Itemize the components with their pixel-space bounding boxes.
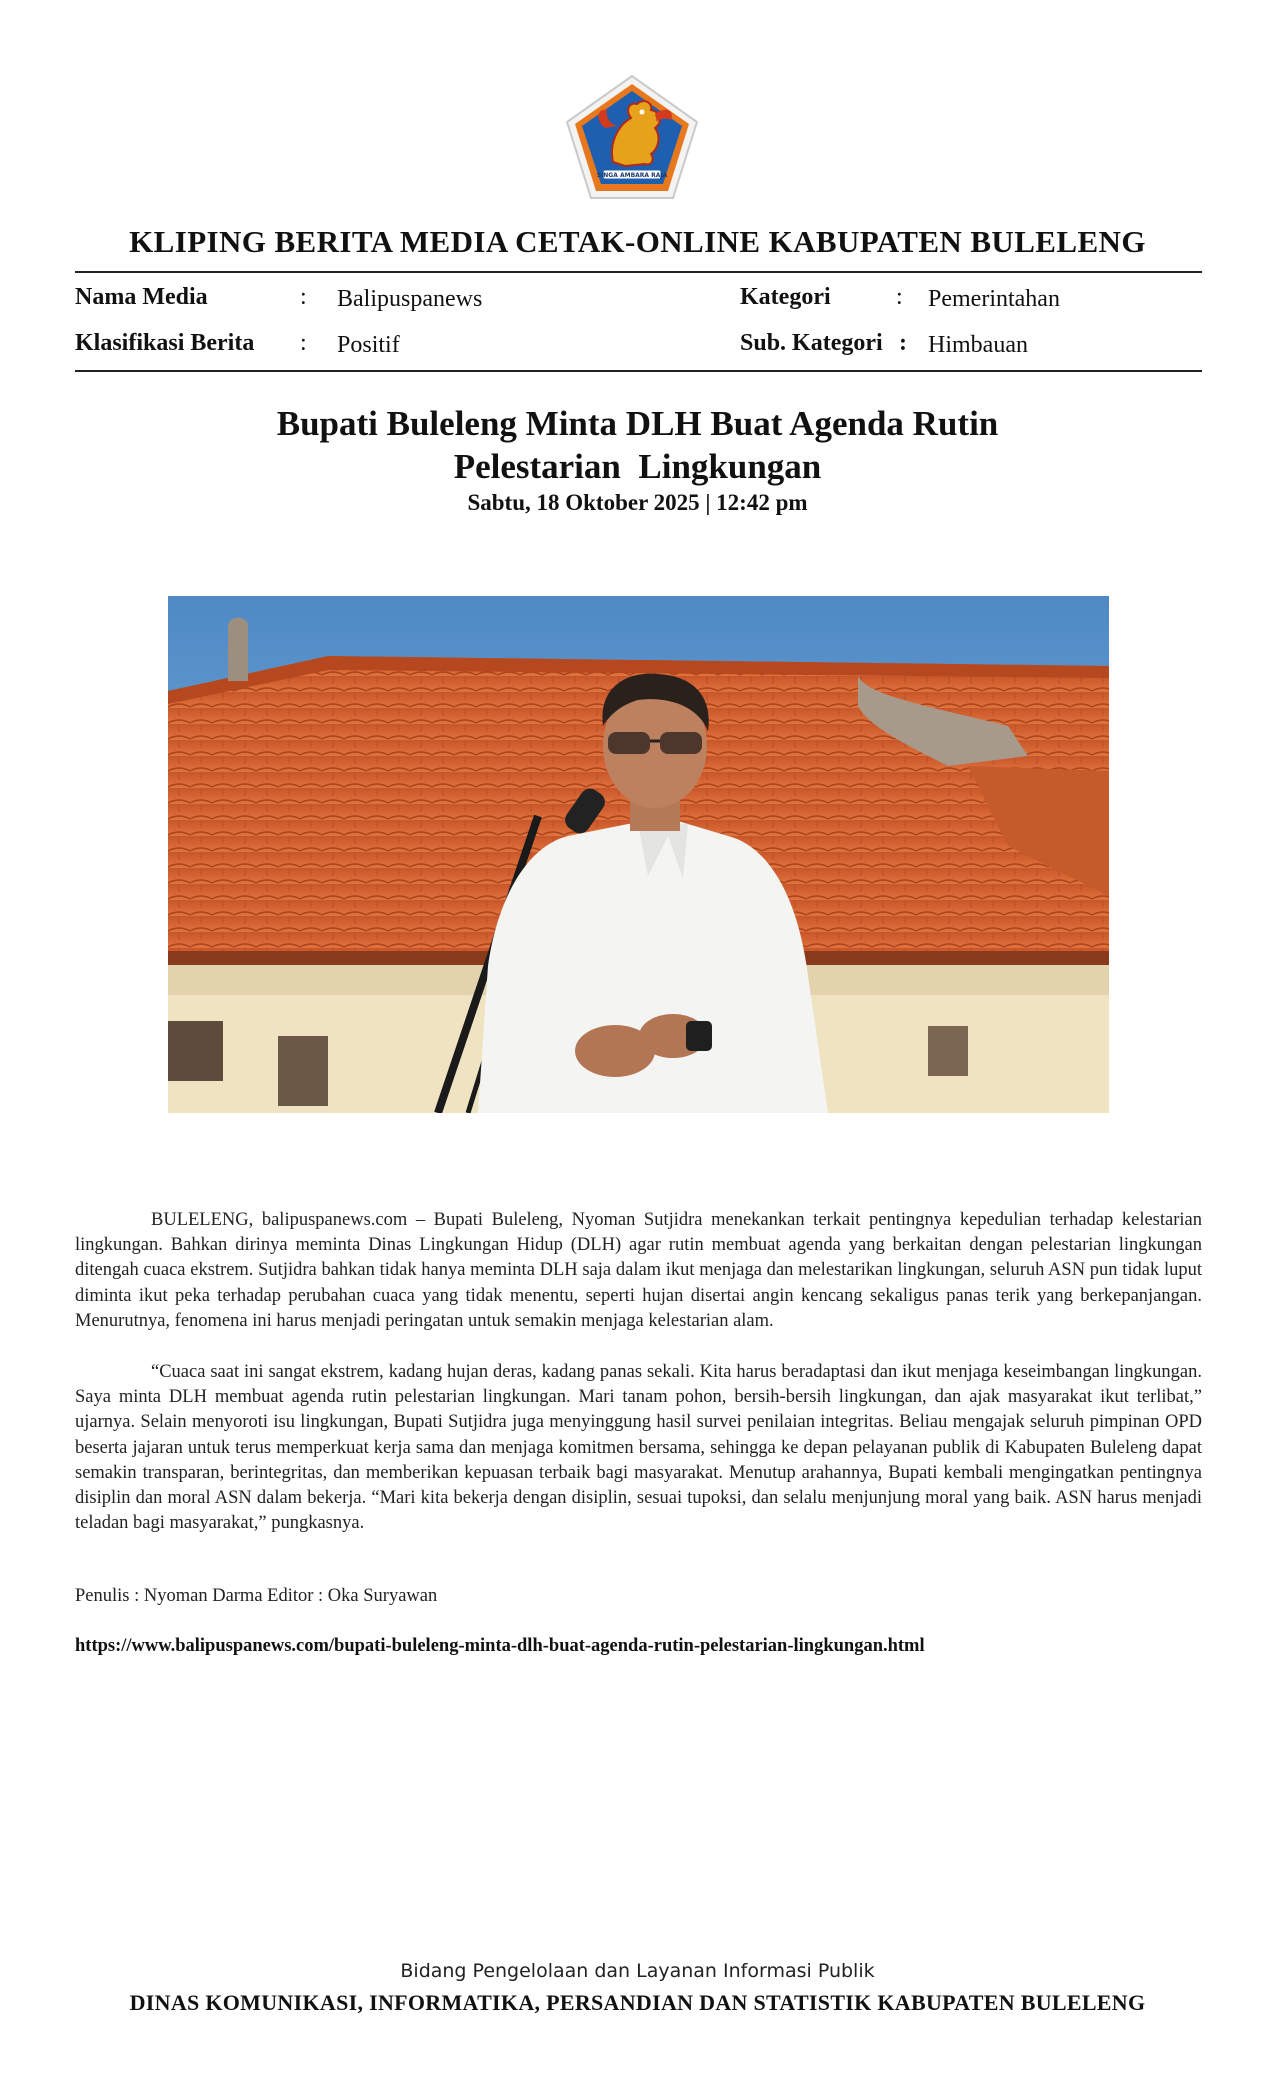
article-body xyxy=(75,1208,1202,1562)
headline-line-2: Pelestarian Lingkungan xyxy=(453,447,822,486)
meta-media-row xyxy=(75,282,208,312)
subcategory-label: Sub. Kategori xyxy=(740,330,883,356)
classification-value: Positif xyxy=(337,332,400,358)
footer-agency: DINAS KOMUNIKASI, INFORMATIKA, PERSANDIAN DAN STATISTIK KABUPATEN BULELENG xyxy=(129,1990,1146,2015)
category-label: Kategori xyxy=(740,284,831,310)
meta-subcategory-row xyxy=(740,328,883,358)
classification-label: Klasifikasi Berita xyxy=(75,330,255,356)
category-value: Pemerintahan xyxy=(928,286,1060,312)
headline-line-1: Bupati Buleleng Minta DLH Buat Agenda Rutin xyxy=(276,404,999,443)
article-source-link[interactable]: https://www.balipuspanews.com/bupati-buleleng-minta-dlh-buat-agenda-rutin-pelestarian-lingkungan.html xyxy=(75,1636,925,1656)
article-photo xyxy=(168,596,1109,1113)
subcategory-value: Himbauan xyxy=(928,332,1028,358)
subcategory-separator: : xyxy=(899,330,907,356)
divider-top xyxy=(75,271,1202,273)
media-value: Balipuspanews xyxy=(337,286,483,312)
article-headline xyxy=(0,402,1275,488)
article-credits: Penulis : Nyoman Darma Editor : Oka Suryawan xyxy=(75,1586,438,1606)
meta-category-row xyxy=(740,282,831,312)
article-paragraph-2: “Cuaca saat ini sangat ekstrem, kadang hujan deras, kadang panas sekali. Kita harus beradaptasi dan ikut menjaga keseimbangan lingkungan. Saya minta DLH membuat agenda rutin pelestarian lingkungan. Mari tanam pohon, bersih-bersih lingkungan, dan ajak masyarakat ikut terlibat,” ujarnya. Selain menyoroti isu lingkungan, Bupati Sutjidra juga menyinggung hasil survei penilaian integritas. Beliau mengajak seluruh pimpinan OPD beserta jajaran untuk terus memperkuat kerja sama dan menjaga komitmen bersama, sehingga ke depan pelayanan publik di Kabupaten Buleleng dapat semakin transparan, berintegritas, dan memberikan kepuasan terbaik bagi masyarakat. Menutup arahannya, Bupati kembali mengingatkan pentingnya disiplin dan moral ASN dalam bekerja. “Mari kita bekerja dengan disiplin, sesuai tupoksi, dan selalu menjunjung moral yang baik. ASN harus menjadi teladan bagi masyarakat,” pungkasnya. xyxy=(75,1362,1202,1534)
meta-classification-row xyxy=(75,328,254,358)
article-dateline: Sabtu, 18 Oktober 2025 | 12:42 pm xyxy=(467,490,808,515)
buleleng-crest-icon xyxy=(565,74,699,201)
media-label: Nama Media xyxy=(75,284,208,310)
crest-motto: SINGA AMBARA RAJA xyxy=(596,172,668,179)
article-paragraph-1: BULELENG, balipuspanews.com – Bupati Buleleng, Nyoman Sutjidra menekankan terkait pentingnya kepedulian terhadap kelestarian lingkungan. Bahkan dirinya meminta Dinas Lingkungan Hidup (DLH) agar rutin membuat agenda yang berkaitan dengan pelestarian lingkungan ditengah cuaca ekstrem. Sutjidra bahkan tidak hanya meminta DLH saja dalam ikut menjaga dan melestarikan lingkungan, seluruh ASN pun tidak luput diminta ikut peka terhadap perubahan cuaca yang tidak menentu, seperti hujan disertai angin kencang sekaligus panas terik yang berkepanjangan. Menurutnya, fenomena ini harus menjadi peringatan untuk semakin menjaga kelestarian alam. xyxy=(75,1210,1202,1331)
document-title: KLIPING BERITA MEDIA CETAK-ONLINE KABUPATEN BULELENG xyxy=(129,224,1146,259)
divider-bottom xyxy=(75,370,1202,372)
footer-subtitle: Bidang Pengelolaan dan Layanan Informasi Publik xyxy=(400,1960,875,1982)
category-separator: : xyxy=(896,284,903,310)
classification-separator: : xyxy=(300,330,307,356)
media-separator: : xyxy=(300,284,307,310)
